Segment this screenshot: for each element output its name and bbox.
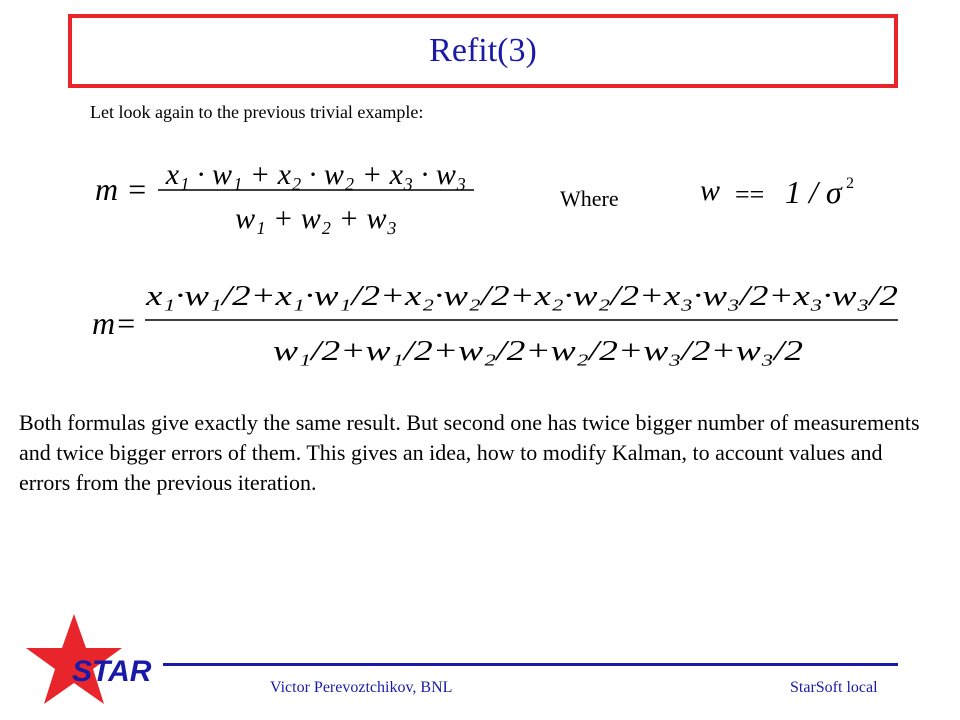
footer-divider xyxy=(163,663,898,666)
formula-1 xyxy=(95,158,474,235)
slide-title: Refit(3) xyxy=(429,32,537,69)
weight-operator: == xyxy=(735,180,765,209)
weight-rhs: 1 / σ xyxy=(785,174,842,210)
weight-formula xyxy=(700,174,854,210)
formula-1-lhs: m = xyxy=(95,171,148,207)
footer-venue: StarSoft local xyxy=(790,679,878,696)
formula-2-numerator: x₁·w₁/2+x₁·w₁/2+x₂·w₂/2+x₂·w₂/2+x₃·w₃/2+x₃·w₃/2 xyxy=(144,281,898,312)
formula-2-lhs: m= xyxy=(92,305,137,341)
formula-1-denominator: w₁ + w₂ + w₃ xyxy=(235,202,397,235)
body-paragraph: Both formulas give exactly the same result. But second one has twice bigger number of measurements and twice bigger errors of them. This gives an idea, how to modify Kalman, to account values and errors from the previous iteration. xyxy=(19,410,920,495)
weight-lhs: w xyxy=(700,174,721,207)
intro-text: Let look again to the previous trivial example: xyxy=(90,102,424,122)
footer-author: Victor Perevoztchikov, BNL xyxy=(270,679,453,696)
formula-1-numerator: x₁ · w₁ + x₂ · w₂ + x₃ · w₃ xyxy=(165,158,467,191)
formula-2 xyxy=(92,281,898,367)
star-logo-text: STAR xyxy=(72,655,152,688)
weight-exponent: 2 xyxy=(846,175,854,192)
formula-2-denominator: w₁/2+w₁/2+w₂/2+w₂/2+w₃/2+w₃/2 xyxy=(273,336,803,367)
where-label: Where xyxy=(560,186,619,211)
